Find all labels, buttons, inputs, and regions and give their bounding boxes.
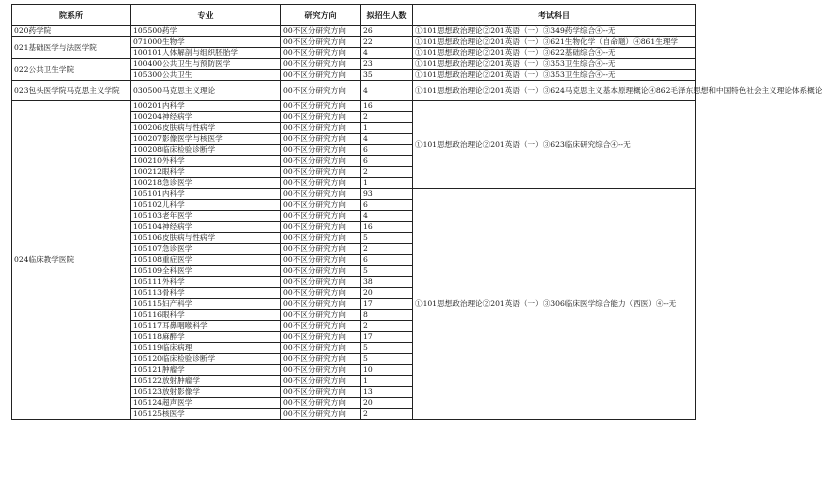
enrollment-cell: 13 [361, 387, 413, 398]
enrollment-cell: 38 [361, 277, 413, 288]
direction-cell: 00不区分研究方向 [281, 310, 361, 321]
major-cell: 105113骨科学 [131, 288, 281, 299]
enrollment-cell: 1 [361, 123, 413, 134]
direction-cell: 00不区分研究方向 [281, 134, 361, 145]
enrollment-cell: 22 [361, 37, 413, 48]
major-cell: 100207影像医学与核医学 [131, 134, 281, 145]
header-exam-subjects: 考试科目 [413, 5, 696, 26]
direction-cell: 00不区分研究方向 [281, 255, 361, 266]
enrollment-cell: 23 [361, 59, 413, 70]
direction-cell: 00不区分研究方向 [281, 189, 361, 200]
major-cell: 105108重症医学 [131, 255, 281, 266]
enrollment-cell: 10 [361, 365, 413, 376]
exam-subjects-cell: ①101思想政治理论②201英语（一）③353卫生综合④--无 [413, 70, 696, 81]
major-cell: 105101内科学 [131, 189, 281, 200]
enrollment-cell: 2 [361, 244, 413, 255]
major-cell: 100210外科学 [131, 156, 281, 167]
major-cell: 100206皮肤病与性病学 [131, 123, 281, 134]
direction-cell: 00不区分研究方向 [281, 321, 361, 332]
direction-cell: 00不区分研究方向 [281, 376, 361, 387]
enrollment-cell: 26 [361, 26, 413, 37]
enrollment-cell: 35 [361, 70, 413, 81]
department-cell: 021基础医学与法医学院 [12, 37, 131, 59]
major-cell: 100208临床检验诊断学 [131, 145, 281, 156]
direction-cell: 00不区分研究方向 [281, 48, 361, 59]
major-cell: 105107急诊医学 [131, 244, 281, 255]
direction-cell: 00不区分研究方向 [281, 112, 361, 123]
major-cell: 100204神经病学 [131, 112, 281, 123]
enrollment-cell: 5 [361, 354, 413, 365]
enrollment-cell: 6 [361, 255, 413, 266]
major-cell: 105120临床检验诊断学 [131, 354, 281, 365]
enrollment-cell: 5 [361, 266, 413, 277]
major-cell: 105103老年医学 [131, 211, 281, 222]
enrollment-cell: 1 [361, 178, 413, 189]
header-enrollment: 拟招生人数 [361, 5, 413, 26]
table-row [12, 37, 696, 48]
direction-cell: 00不区分研究方向 [281, 343, 361, 354]
enrollment-cell: 4 [361, 211, 413, 222]
header-direction: 研究方向 [281, 5, 361, 26]
exam-subjects-cell: ①101思想政治理论②201英语（一）③623临床研究综合④--无 [413, 101, 696, 189]
exam-subjects-cell: ①101思想政治理论②201英语（一）③349药学综合④--无 [413, 26, 696, 37]
table-row [12, 59, 696, 70]
enrollment-cell: 2 [361, 409, 413, 420]
direction-cell: 00不区分研究方向 [281, 365, 361, 376]
major-cell: 100212眼科学 [131, 167, 281, 178]
direction-cell: 00不区分研究方向 [281, 26, 361, 37]
direction-cell: 00不区分研究方向 [281, 37, 361, 48]
major-cell: 030500马克思主义理论 [131, 81, 281, 101]
direction-cell: 00不区分研究方向 [281, 244, 361, 255]
major-cell: 105122放射肿瘤学 [131, 376, 281, 387]
major-cell: 105117耳鼻咽喉科学 [131, 321, 281, 332]
direction-cell: 00不区分研究方向 [281, 211, 361, 222]
table-row [12, 81, 696, 101]
enrollment-cell: 2 [361, 167, 413, 178]
enrollment-cell: 20 [361, 398, 413, 409]
direction-cell: 00不区分研究方向 [281, 288, 361, 299]
department-cell: 023包头医学院马克思主义学院 [12, 81, 131, 101]
major-cell: 105118麻醉学 [131, 332, 281, 343]
enrollment-cell: 2 [361, 112, 413, 123]
exam-subjects-cell: ①101思想政治理论②201英语（一）③621生物化学（自命题）④861生理学 [413, 37, 696, 48]
enrollment-cell: 6 [361, 200, 413, 211]
direction-cell: 00不区分研究方向 [281, 200, 361, 211]
direction-cell: 00不区分研究方向 [281, 299, 361, 310]
direction-cell: 00不区分研究方向 [281, 101, 361, 112]
enrollment-cell: 16 [361, 222, 413, 233]
enrollment-cell: 16 [361, 101, 413, 112]
exam-subjects-cell: ①101思想政治理论②201英语（一）③624马克思主义基本原理概论④862毛泽东思想和中国特色社会主义理论体系概论 [413, 81, 696, 101]
major-cell: 105300公共卫生 [131, 70, 281, 81]
table-row [12, 101, 696, 112]
direction-cell: 00不区分研究方向 [281, 59, 361, 70]
direction-cell: 00不区分研究方向 [281, 145, 361, 156]
enrollment-cell: 4 [361, 134, 413, 145]
direction-cell: 00不区分研究方向 [281, 123, 361, 134]
major-cell: 105111外科学 [131, 277, 281, 288]
direction-cell: 00不区分研究方向 [281, 178, 361, 189]
major-cell: 100218急诊医学 [131, 178, 281, 189]
enrollment-cell: 1 [361, 376, 413, 387]
major-cell: 105115妇产科学 [131, 299, 281, 310]
major-cell: 105123放射影像学 [131, 387, 281, 398]
direction-cell: 00不区分研究方向 [281, 70, 361, 81]
major-cell: 105124超声医学 [131, 398, 281, 409]
department-cell: 022公共卫生学院 [12, 59, 131, 81]
direction-cell: 00不区分研究方向 [281, 398, 361, 409]
direction-cell: 00不区分研究方向 [281, 387, 361, 398]
department-cell: 024临床教学医院 [12, 101, 131, 420]
major-cell: 105121肿瘤学 [131, 365, 281, 376]
enrollment-cell: 6 [361, 156, 413, 167]
direction-cell: 00不区分研究方向 [281, 409, 361, 420]
table-row [12, 26, 696, 37]
direction-cell: 00不区分研究方向 [281, 354, 361, 365]
major-cell: 071000生物学 [131, 37, 281, 48]
enrollment-cell: 93 [361, 189, 413, 200]
enrollment-cell: 20 [361, 288, 413, 299]
direction-cell: 00不区分研究方向 [281, 233, 361, 244]
header-department: 院系所 [12, 5, 131, 26]
enrollment-cell: 2 [361, 321, 413, 332]
enrollment-cell: 17 [361, 332, 413, 343]
admissions-table [11, 4, 822, 420]
enrollment-cell: 6 [361, 145, 413, 156]
direction-cell: 00不区分研究方向 [281, 222, 361, 233]
major-cell: 105116眼科学 [131, 310, 281, 321]
major-cell: 105125核医学 [131, 409, 281, 420]
major-cell: 105104神经病学 [131, 222, 281, 233]
enrollment-cell: 4 [361, 48, 413, 59]
direction-cell: 00不区分研究方向 [281, 167, 361, 178]
exam-subjects-cell: ①101思想政治理论②201英语（一）③353卫生综合④--无 [413, 59, 696, 70]
department-cell: 020药学院 [12, 26, 131, 37]
major-cell: 105106皮肤病与性病学 [131, 233, 281, 244]
major-cell: 100201内科学 [131, 101, 281, 112]
enrollment-cell: 5 [361, 233, 413, 244]
direction-cell: 00不区分研究方向 [281, 81, 361, 101]
major-cell: 105119临床病理 [131, 343, 281, 354]
header-major: 专业 [131, 5, 281, 26]
exam-subjects-cell: ①101思想政治理论②201英语（一）③622基础综合④--无 [413, 48, 696, 59]
major-cell: 105500药学 [131, 26, 281, 37]
major-cell: 100400公共卫生与预防医学 [131, 59, 281, 70]
exam-subjects-cell: ①101思想政治理论②201英语（一）③306临床医学综合能力（西医）④--无 [413, 189, 696, 420]
enrollment-cell: 8 [361, 310, 413, 321]
direction-cell: 00不区分研究方向 [281, 277, 361, 288]
direction-cell: 00不区分研究方向 [281, 156, 361, 167]
direction-cell: 00不区分研究方向 [281, 332, 361, 343]
enrollment-cell: 17 [361, 299, 413, 310]
direction-cell: 00不区分研究方向 [281, 266, 361, 277]
header-row [12, 5, 696, 26]
major-cell: 100101人体解剖与组织胚胎学 [131, 48, 281, 59]
major-cell: 105109全科医学 [131, 266, 281, 277]
major-cell: 105102儿科学 [131, 200, 281, 211]
enrollment-cell: 4 [361, 81, 413, 101]
enrollment-cell: 5 [361, 343, 413, 354]
